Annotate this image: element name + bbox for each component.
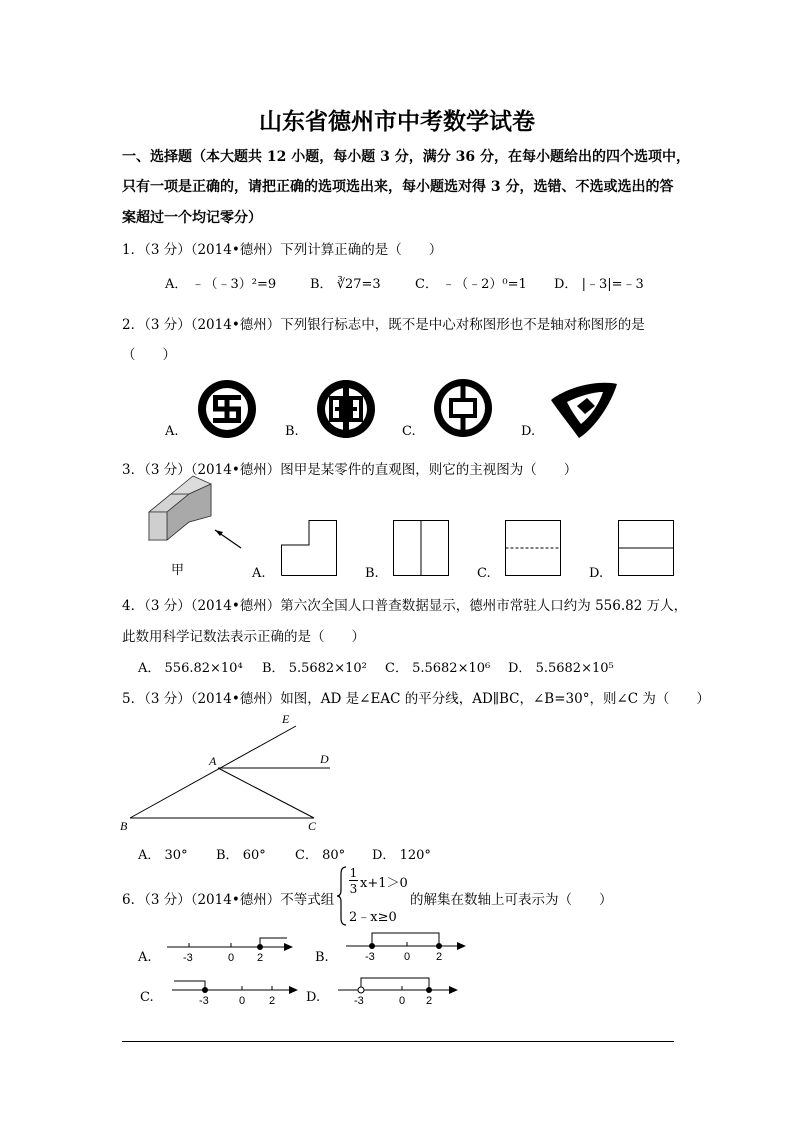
q6-stem-suffix: 的解集在数轴上可表示为（ ） (410, 892, 613, 908)
q6-fraction-numerator: 1 (349, 866, 358, 880)
q6-inequality-1: x+1＞0 (360, 876, 408, 891)
q6-numberline-d (336, 970, 466, 1008)
point-c-label: C (308, 819, 317, 833)
bank-logo-b-icon (315, 378, 377, 440)
q4-stem-line-1: 4．（3 分）（2014•德州）第六次全国人口普查数据显示，德州市常驻人口约为 556.82 万人， (122, 598, 688, 614)
q6-fraction-bar (349, 880, 358, 881)
q3-option-a-view (281, 520, 337, 576)
q5-option-c: C． 80° (295, 848, 346, 863)
q6d-tick-label-2: 2 (426, 995, 433, 1007)
section-intro-line-3: 案超过一个均记零分） (122, 210, 262, 226)
q2-letter-a: A. (165, 424, 179, 439)
q3-part-figure (145, 486, 245, 558)
q5-triangle-figure (118, 708, 348, 838)
q4-option-b: B． 5.5682×10² (262, 661, 367, 676)
q3-option-b-view (393, 520, 449, 576)
bank-logo-c-icon (432, 377, 494, 439)
q6-numberline-b (344, 928, 474, 968)
page-bottom-rule (122, 1041, 674, 1042)
q3-stem: 3．（3 分）（2014•德州）图甲是某零件的直观图，则它的主视图为（ ） (122, 462, 578, 478)
q3-letter-a: A. (252, 566, 266, 581)
q3-letter-c: C. (477, 566, 491, 581)
q6d-tick-label-0: 0 (399, 995, 406, 1007)
q1-option-d: D． |﹣3|=﹣3 (554, 277, 644, 292)
q2-letter-d: D. (521, 424, 536, 439)
q6b-tick-label-neg3: -3 (365, 951, 375, 963)
q2-letter-b: B. (285, 424, 299, 439)
q4-option-d: D． 5.5682×10⁵ (508, 661, 614, 676)
point-e-label: E (282, 712, 290, 726)
q3-option-d-view (618, 520, 674, 576)
bank-logo-d-icon (549, 378, 621, 440)
q6-fraction-denominator: 3 (349, 882, 358, 896)
q5-option-d: D． 120° (372, 848, 431, 863)
q5-option-a: A． 30° (138, 848, 188, 863)
q6c-tick-label-2: 2 (269, 995, 276, 1007)
q2-stem-line-2: （ ） (122, 347, 176, 363)
q6b-tick-label-0: 0 (404, 951, 411, 963)
q4-option-c: C． 5.5682×10⁶ (385, 661, 491, 676)
point-b-label: B (120, 819, 128, 833)
q6-letter-a: A. (138, 950, 152, 965)
bank-logo-a-icon (195, 378, 259, 440)
q6-brace (337, 866, 347, 926)
q6a-tick-label-0: 0 (228, 952, 235, 964)
q6b-tick-label-2: 2 (436, 951, 443, 963)
point-d-label: D (320, 752, 329, 766)
q6-letter-d: D. (306, 990, 321, 1005)
section-intro-line-1: 一、选择题（本大题共 12 小题，每小题 3 分，满分 36 分，在每小题给出的四个选项中， (122, 149, 690, 165)
q1-stem: 1．（3 分）（2014•德州）下列计算正确的是（ ） (122, 242, 443, 258)
q6-numberline-c (170, 972, 305, 1008)
q6-letter-b: B. (315, 950, 329, 965)
q6c-tick-label-neg3: -3 (199, 995, 209, 1007)
q6a-tick-label-neg3: -3 (183, 952, 193, 964)
q1-option-b: B． ∛27=3 (310, 277, 381, 292)
q3-letter-d: D. (589, 566, 604, 581)
q3-option-c-view (505, 520, 561, 576)
q6-stem-prefix: 6．（3 分）（2014•德州）不等式组 (122, 892, 335, 908)
q2-letter-c: C. (402, 424, 416, 439)
section-intro-line-2: 只有一项是正确的，请把正确的选项选出来，每小题选对得 3 分，选错、不选或选出的答 (122, 179, 674, 195)
q4-option-a: A． 556.82×10⁴ (138, 661, 243, 676)
q6a-tick-label-2: 2 (257, 952, 264, 964)
q4-stem-line-2: 此数用科学记数法表示正确的是（ ） (122, 629, 365, 645)
q6-numberline-a (165, 934, 300, 968)
q3-figure-caption: 甲 (171, 563, 185, 578)
q1-option-a: A． ﹣（﹣3）²=9 (165, 277, 277, 292)
point-a-label: A (209, 754, 217, 768)
page-title: 山东省德州市中考数学试卷 (259, 108, 535, 135)
q6d-tick-label-neg3: -3 (354, 995, 364, 1007)
q3-letter-b: B. (365, 566, 379, 581)
q5-option-b: B． 60° (216, 848, 266, 863)
q1-option-c: C． ﹣（﹣2）⁰=1 (415, 277, 527, 292)
q5-stem: 5．（3 分）（2014•德州）如图，AD 是∠EAC 的平分线，AD∥BC，∠B=30°，则∠C 为（ ） (122, 691, 710, 707)
q6c-tick-label-0: 0 (239, 995, 246, 1007)
q2-stem-line-1: 2．（3 分）（2014•德州）下列银行标志中，既不是中心对称图形也不是轴对称图形的是 (122, 317, 645, 333)
q6-letter-c: C. (140, 990, 154, 1005)
q6-inequality-2: 2﹣x≥0 (349, 910, 397, 925)
